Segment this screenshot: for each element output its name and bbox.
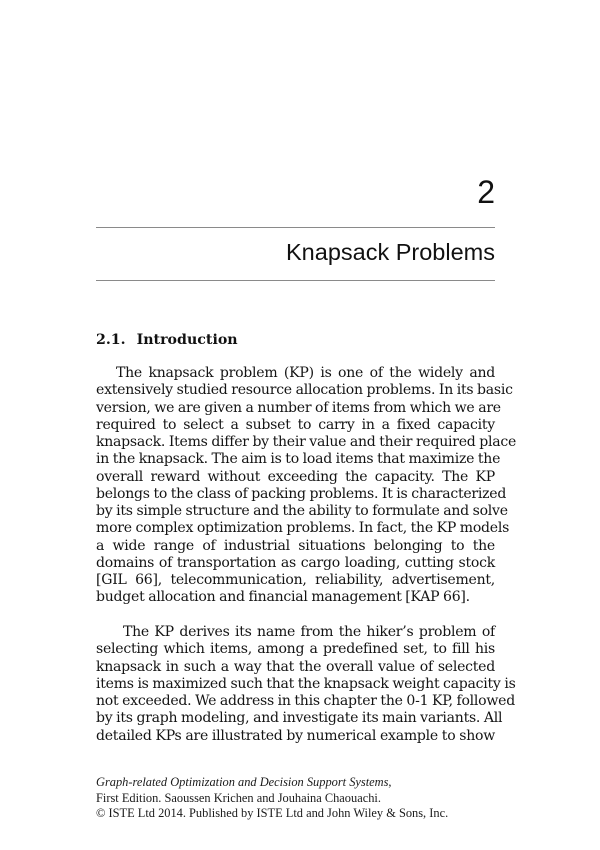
text-line: extensively studied resource allocation problems. In its basic: [96, 382, 513, 399]
text-line: knapsack in such a way that the overall value of selected: [96, 658, 495, 675]
text-line: not exceeded. We address in this chapter the 0-1 KP, followed: [96, 693, 515, 709]
book-title: Graph-related Optimization and Decision Support Systems: [96, 775, 389, 789]
book-title-suffix: ,: [388, 775, 392, 789]
text-line: by its simple structure and the ability to formulate and solve: [96, 503, 508, 519]
text-line: more complex optimization problems. In fact, the KP models: [96, 520, 510, 537]
book-page: [96, 0, 517, 850]
footer-copyright-line: © ISTE Ltd 2014. Published by ISTE Ltd and John Wiley & Sons, Inc.: [96, 806, 449, 821]
text-line: The KP derives its name from the hiker’s problem of: [123, 624, 495, 640]
text-line: in the knapsack. The aim is to load items that maximize the: [96, 451, 501, 468]
text-line: [GIL 66], telecommunication, reliability, advertisement,: [96, 572, 495, 588]
text-line: belongs to the class of packing problems. It is characterized: [96, 485, 507, 502]
footer-edition-line: First Edition. Saoussen Krichen and Jouhaina Chaouachi.: [96, 790, 381, 805]
footer-book-title-line: [96, 775, 448, 791]
text-line: budget allocation and financial management [KAP 66].: [96, 589, 470, 606]
chapter-rule-bottom: [96, 280, 495, 281]
text-line: selecting which items, among a predefined set, to fill his: [96, 641, 495, 658]
text-line: knapsack. Items differ by their value and their required place: [96, 434, 517, 450]
chapter-rule-top: [96, 227, 495, 228]
paragraph-2: [96, 624, 516, 745]
text-line: The knapsack problem (KP) is one of the widely and: [116, 365, 495, 381]
copyright-footer: [96, 775, 448, 822]
chapter-number: 2: [477, 174, 495, 210]
chapter-title: Knapsack Problems: [286, 239, 495, 265]
section-heading: [96, 331, 238, 349]
text-line: items is maximized such that the knapsack weight capacity is: [96, 675, 516, 692]
text-line: a wide range of industrial situations belonging to the: [96, 537, 495, 554]
text-line: domains of transportation as cargo loading, cutting stock: [96, 554, 495, 571]
section-title: Introduction: [136, 332, 238, 348]
text-line: by its graph modeling, and investigate its main variants. All: [96, 710, 503, 727]
text-line: overall reward without exceeding the capacity. The KP: [96, 468, 495, 485]
text-line: version, we are given a number of items from which we are: [96, 399, 501, 416]
section-number: 2.1.: [96, 332, 126, 348]
text-line: detailed KPs are illustrated by numerical example to show: [96, 727, 495, 744]
paragraph-1: [96, 365, 517, 607]
text-line: required to select a subset to carry in a fixed capacity: [96, 416, 495, 433]
